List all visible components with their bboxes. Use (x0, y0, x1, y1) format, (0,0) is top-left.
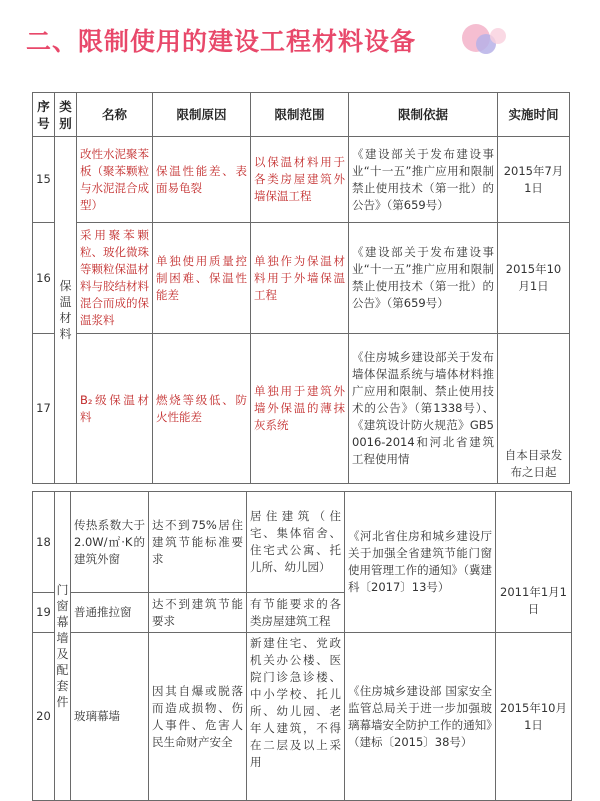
table-row (33, 223, 570, 334)
row-date: 2015年7月1日 (498, 137, 570, 223)
row-scope: 单独作为保温材料用于外墙保温工程 (251, 223, 349, 334)
row-date: 自本目录发布之日起 (498, 334, 570, 484)
materials-table-upper (32, 92, 570, 484)
row-no: 15 (33, 137, 55, 223)
table-row (33, 492, 572, 593)
row-name: B₂级保温材料 (77, 334, 153, 484)
row-no: 17 (33, 334, 55, 484)
table-row (33, 633, 572, 801)
row-basis: 《建设部关于发布建设事业“十一五”推广应用和限制禁止使用技术（第一批）的公告》（第659号） (349, 137, 498, 223)
row-no: 19 (33, 593, 55, 633)
row-no: 16 (33, 223, 55, 334)
row-scope: 单独用于建筑外墙外保温的薄抹灰系统 (251, 334, 349, 484)
row-reason: 因其自爆或脱落而造成损物、伤人事件、危害人民生命财产安全 (149, 633, 247, 801)
row-name: 改性水泥聚苯板（聚苯颗粒与水泥混合成型） (77, 137, 153, 223)
row-basis: 《住房城乡建设部关于发布墙体保温系统与墙体材料推广应用和限制、禁止使用技术的公告》（第1338号）、《建筑设计防火规范》GB50016-2014和河北省建筑工程使用情 (349, 334, 498, 484)
header-reason: 限制原因 (153, 93, 251, 137)
title-bar (0, 0, 600, 78)
materials-table-lower (32, 491, 572, 801)
page-title: 二、限制使用的建设工程材料设备 (26, 27, 417, 56)
row-name: 传热系数大于2.0W/㎡·K的建筑外窗 (71, 492, 149, 593)
header-date: 实施时间 (498, 93, 570, 137)
row-reason: 达不到建筑节能要求 (149, 593, 247, 633)
row-reason: 保温性能差、表面易龟裂 (153, 137, 251, 223)
row-date: 2015年10月1日 (496, 633, 572, 801)
header-no: 序号 (33, 93, 55, 137)
header-name: 名称 (77, 93, 153, 137)
row-scope: 有节能要求的各类房屋建筑工程 (247, 593, 345, 633)
table-row (33, 137, 570, 223)
header-basis: 限制依据 (349, 93, 498, 137)
category-windows: 门窗幕墙及配套件 (55, 492, 71, 801)
category-insulation: 保温材料 (55, 137, 77, 484)
row-no: 18 (33, 492, 55, 593)
row-date: 2015年10月1日 (498, 223, 570, 334)
row-reason: 达不到75%居住建筑节能标准要求 (149, 492, 247, 593)
row-basis: 《河北省住房和城乡建设厅关于加强全省建筑节能门窗使用管理工作的通知》（冀建科〔2017〕13号） (345, 492, 496, 633)
row-reason: 燃烧等级低、防火性能差 (153, 334, 251, 484)
row-date: 2011年1月1日 (496, 492, 572, 633)
row-reason: 单独使用质量控制困难、保温性能差 (153, 223, 251, 334)
row-name: 采用聚苯颗粒、玻化微珠等颗粒保温材料与胶结材料混合而成的保温浆料 (77, 223, 153, 334)
row-name: 普通推拉窗 (71, 593, 149, 633)
header-category: 类别 (55, 93, 77, 137)
row-scope: 居住建筑（住宅、集体宿舍、住宅式公寓、托儿所、幼儿园） (247, 492, 345, 593)
table-row (33, 334, 570, 484)
header-scope: 限制范围 (251, 93, 349, 137)
decorative-circle-light (490, 28, 506, 44)
row-scope: 以保温材料用于各类房屋建筑外墙保温工程 (251, 137, 349, 223)
row-name: 玻璃幕墙 (71, 633, 149, 801)
row-basis: 《住房城乡建设部 国家安全监管总局关于进一步加强玻璃幕墙安全防护工作的通知》（建标〔2015〕38号） (345, 633, 496, 801)
page-break-gap (0, 484, 600, 490)
table-header-row (33, 93, 570, 137)
row-basis: 《建设部关于发布建设事业“十一五”推广应用和限制禁止使用技术（第一批）的公告》（第659号） (349, 223, 498, 334)
row-scope: 新建住宅、党政机关办公楼、医院门诊急诊楼、中小学校、托儿所、幼儿园、老年人建筑，不得在二层及以上采用 (247, 633, 345, 801)
row-no: 20 (33, 633, 55, 801)
